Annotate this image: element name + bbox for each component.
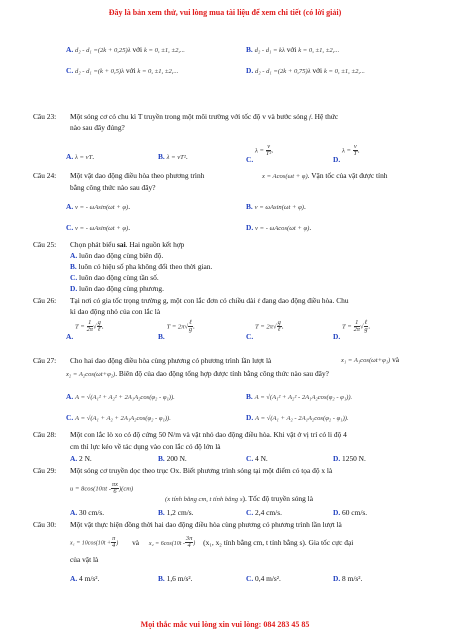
q26-stem-line1: Tại nơi có gia tốc trọng trường g, một con lắc đơn có chiều dài ℓ đang dao động điều hòa. Chu (70, 296, 349, 305)
q28-option-a: A. 2 N. (70, 454, 92, 463)
q28-stem-line1: Một con lắc lò xo có độ cứng 50 N/m và vật nhỏ dao động điều hòa. Khi vật ở vị trí có li độ 4 (70, 430, 347, 439)
q24-stem-line1: Một vật dao động điều hòa theo phương trình (70, 171, 205, 180)
q24-equation: x = Acos(ωt + φ). Vận tốc của vật được tính (262, 171, 388, 180)
q27-stem-line1: Cho hai dao động điều hòa cùng phương có phương trình lần lượt là (70, 356, 272, 365)
q22-option-a: A. d₂ - d₁ =(2k + 0,25)λ với k = 0, ±1, ±2,... (66, 45, 185, 54)
q28-option-b: B. 200 N. (158, 454, 187, 463)
q29-option-a: A. 30 cm/s. (70, 508, 105, 517)
q24-option-c: C. v = - ωAsin(ωt + φ). (66, 223, 131, 232)
q29-option-c: C. 2,4 cm/s. (246, 508, 282, 517)
q29-stem-line2: (x tính bằng cm, t tính bằng s). Tốc độ truyền sóng là (165, 494, 313, 503)
q25-option-c: C. luôn dao động cùng tần số. (70, 273, 159, 282)
q29-option-b: B. 1,2 cm/s. (158, 508, 194, 517)
q30-option-a: A. 4 m/s². (70, 574, 100, 583)
q30-option-d: D. 8 m/s². (333, 574, 363, 583)
q25-stem: Chọn phát biểu sai. Hai nguồn kết hợp (70, 240, 185, 249)
q28-option-d: D. 1250 N. (333, 454, 366, 463)
q30-stem-line2: của vật là (70, 555, 99, 564)
q27-eq1: x₁ = A₁cos(ωt+φ₁) và (341, 355, 400, 364)
q23-number: Câu 23: (33, 112, 57, 121)
q26-stem-line2: kì dao động nhỏ của con lắc là (70, 307, 161, 316)
q23-stem-line1: Một sóng cơ có chu kì T truyền trong một môi trường với tốc độ v và bước sóng f. Hệ thức (70, 112, 339, 121)
q27-option-a: A. A = √(A₁² + A₂² + 2A₁A₂cos(φ₂ - φ₁)). (66, 392, 175, 401)
q27-option-c: C. A = √(A₁ + A₂ + 2A₁A₂cos(φ₂ - φ₁)). (66, 413, 171, 422)
q27-option-b: B. A = √(A₁² + A₂² - 2A₁A₂cos(φ₂ - φ₁)). (246, 392, 353, 401)
q26-number: Câu 26: (33, 296, 57, 305)
q25-option-a: A. luôn dao động cùng biên độ. (70, 251, 164, 260)
q23-option-a: A. λ = vT. (66, 152, 95, 161)
q24-option-a: A. v = - ωAsin(ωt + φ). (66, 202, 131, 211)
q23-option-b: B. λ = vT². (158, 152, 188, 161)
q27-option-d: D. A = √(A₁ + A₂ - 2A₁A₂cos(φ₂ - φ₁)). (246, 413, 349, 422)
q30-stem-line1: Một vật thực hiện đồng thời hai dao động điều hòa cùng phương có phương trình lần lượt là (70, 520, 342, 529)
q27-stem-line2: x₂ = A₂cos(ωt+φ₂). Biên độ của dao động tổng hợp được tính bằng công thức nào sau đây? (66, 369, 329, 378)
q28-stem-line2: cm thì lực kéo về tác dụng vào con lắc có độ lớn là (70, 442, 221, 451)
q30-equations: x₁ = 10cos(10t + $\frac{\pi}{4}$ ) và x₂ = 6cos(10t - $\frac{3\pi}{4}$ ) (x₁, x₂ tính bằng cm, t tính bằng s). Gia tốc cực đại (70, 535, 354, 550)
q23-stem-line2: nào sau đây đúng? (70, 123, 125, 132)
q29-option-d: D. 60 cm/s. (333, 508, 368, 517)
q30-option-c: C. 0,4 m/s². (246, 574, 281, 583)
q26-option-d: D. T = $\frac{1}{2\pi}$ √ $\frac{\text{ℓ}}{g}$ . (333, 319, 371, 341)
q26-option-a: A. T = $\frac{1}{2\pi}$ √ $\frac{g}{\text{ℓ}}$ . (66, 319, 104, 341)
q22-option-d: D. d₂ - d₁ =(2k + 0,75)λ với k = 0, ±1, ±2,... (246, 66, 365, 75)
q26-option-b: B. T = 2π√ $\frac{\text{ℓ}}{g}$ . (158, 319, 195, 341)
q29-number: Câu 29: (33, 466, 57, 475)
q30-number: Câu 30: (33, 520, 57, 529)
q24-stem-line2: bằng công thức nào sau đây? (70, 183, 156, 192)
q23-option-c: C. λ = $\frac{v}{\text{T²}}$ . (246, 143, 274, 164)
q24-option-d: D. v = - ωAcos(ωt + φ). (246, 223, 312, 232)
q28-option-c: C. 4 N. (246, 454, 268, 463)
q25-option-b: B. luôn có hiệu số pha không đổi theo thời gian. (70, 262, 213, 271)
q23-option-d: D. λ = $\frac{v}{T}$ . (333, 143, 360, 164)
q30-option-b: B. 1,6 m/s². (158, 574, 193, 583)
header-banner: Đây là bản xem thử, vui lòng mua tài liệu để xem chi tiết (có lời giải) (108, 8, 342, 17)
q24-option-b: B. v = ωAsin(ωt + φ). (246, 202, 306, 211)
q28-number: Câu 28: (33, 430, 57, 439)
q24-number: Câu 24: (33, 171, 57, 180)
q29-equation: u = 8cos(10πt - $\frac{\pi x}{6}$ )(cm) (70, 481, 134, 496)
q25-option-d: D. luôn dao động cùng phương. (70, 284, 164, 293)
q22-option-c: C. d₂ - d₁ =(k + 0,5)λ với k = 0, ±1, ±2,... (66, 66, 179, 75)
q26-option-c: C. T = 2π√ $\frac{g}{\text{ℓ}}$ . (246, 319, 284, 341)
q22-option-b: B. d₂ - d₁ = kλ với k = 0, ±1, ±2,... (246, 45, 340, 54)
footer-banner: Mọi thắc mắc vui lòng xin vui lòng: 084 283 45 85 (140, 620, 310, 629)
q25-number: Câu 25: (33, 240, 57, 249)
q27-number: Câu 27: (33, 356, 57, 365)
q29-stem-line1: Một sóng cơ truyền dọc theo trục Ox. Biết phương trình sóng tại một điểm có tọa độ x là (70, 466, 333, 475)
